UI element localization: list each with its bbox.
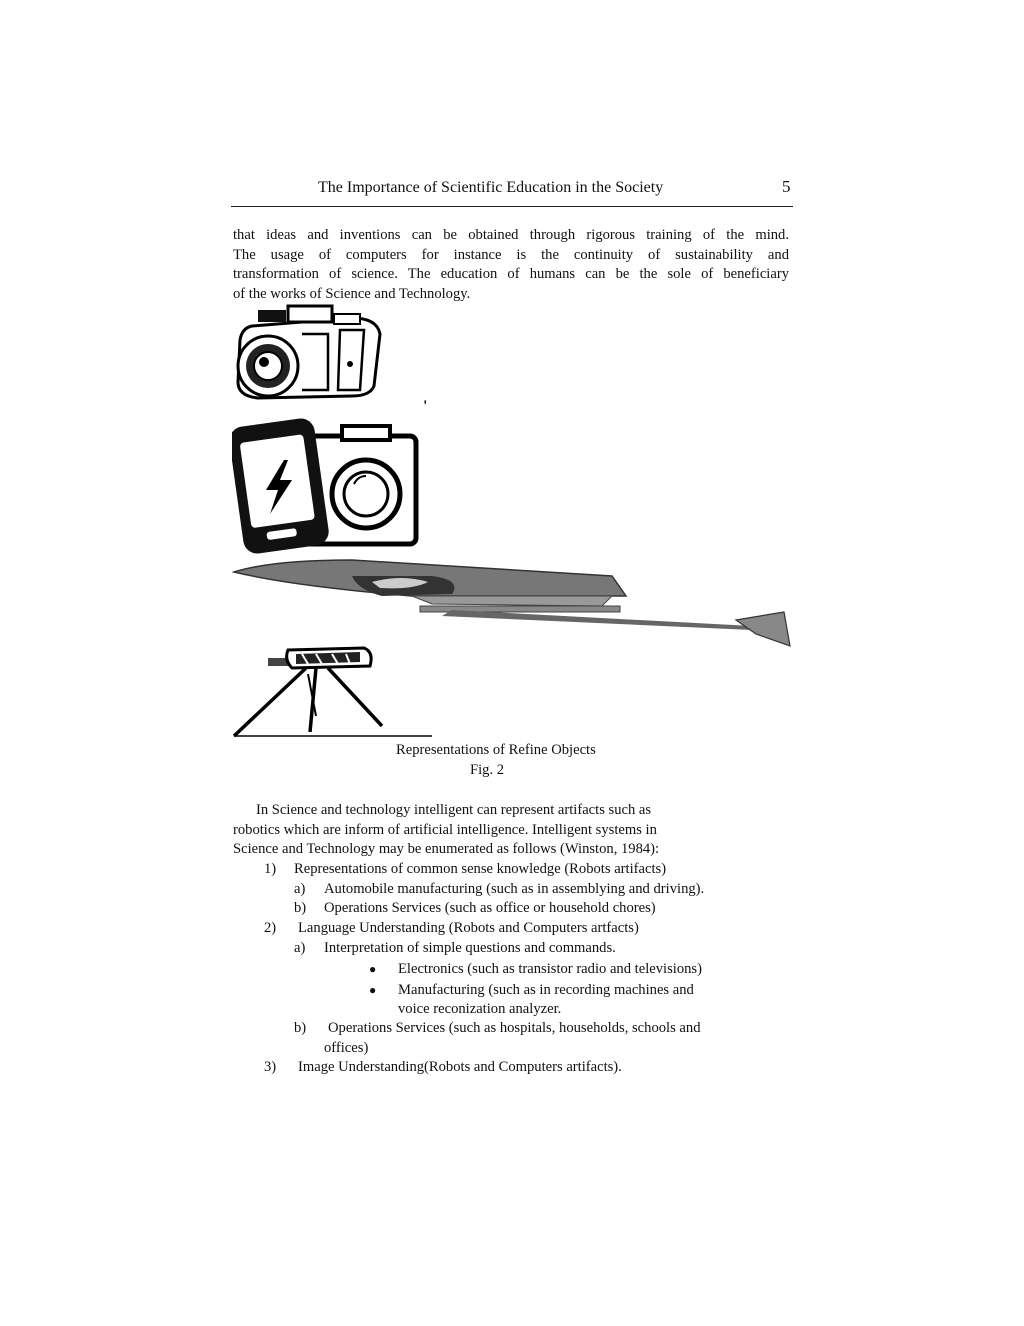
phone-and-camera-illustration <box>232 418 422 554</box>
camera-illustration <box>232 304 384 400</box>
tripod-device-illustration <box>232 646 432 738</box>
intro-line: The usage of computers for instance is the continuity of sustainability and <box>233 246 789 263</box>
sublist-item-text: Automobile manufacturing (such as in assemblying and driving). <box>324 881 705 897</box>
running-header-title: The Importance of Scientific Education in the Society <box>318 179 664 196</box>
figure-caption: Representations of Refine Objects <box>396 742 596 758</box>
sublist-label: b) <box>294 900 307 916</box>
list-item-text: Language Understanding (Robots and Computers artfacts) <box>298 920 639 936</box>
stray-mark: ' <box>423 398 428 415</box>
bullet-item-text: voice reconization analyzer. <box>398 1001 562 1017</box>
list-number: 3) <box>264 1059 277 1075</box>
intro-line: transformation of science. The education of humans can be the sole of beneficiary <box>233 266 789 282</box>
header-rule <box>231 206 793 207</box>
body-line: Science and Technology may be enumerated as follows (Winston, 1984): <box>233 841 660 857</box>
body-line: robotics which are inform of artificial intelligence. Intelligent systems in <box>233 822 657 838</box>
bullet-item-text: Manufacturing (such as in recording machines and <box>398 982 694 998</box>
aircraft-illustration <box>232 556 792 648</box>
sublist-item-text: offices) <box>324 1040 369 1056</box>
bullet-icon: ● <box>369 983 377 997</box>
figure-label: Fig. 2 <box>470 762 505 778</box>
bullet-item-text: Electronics (such as transistor radio and televisions) <box>398 961 702 977</box>
sublist-label: a) <box>294 881 306 897</box>
sublist-label: a) <box>294 940 306 956</box>
intro-line: of the works of Science and Technology. <box>233 285 471 302</box>
sublist-item-text: Interpretation of simple questions and commands. <box>324 940 616 956</box>
list-item-text: Representations of common sense knowledge (Robots artifacts) <box>294 861 667 877</box>
sublist-item-text: Operations Services (such as hospitals, households, schools and <box>328 1020 701 1036</box>
bullet-icon: ● <box>369 962 377 976</box>
list-number: 1) <box>264 861 277 877</box>
intro-paragraph <box>233 226 789 304</box>
list-number: 2) <box>264 920 277 936</box>
body-line: In Science and technology intelligent can represent artifacts such as <box>256 802 652 818</box>
page-number: 5 <box>782 177 791 196</box>
intro-line: that ideas and inventions can be obtained through rigorous training of the mind. <box>233 227 789 243</box>
sublist-item-text: Operations Services (such as office or household chores) <box>324 900 656 916</box>
sublist-label: b) <box>294 1020 307 1036</box>
list-item-text: Image Understanding(Robots and Computers artifacts). <box>298 1059 622 1075</box>
